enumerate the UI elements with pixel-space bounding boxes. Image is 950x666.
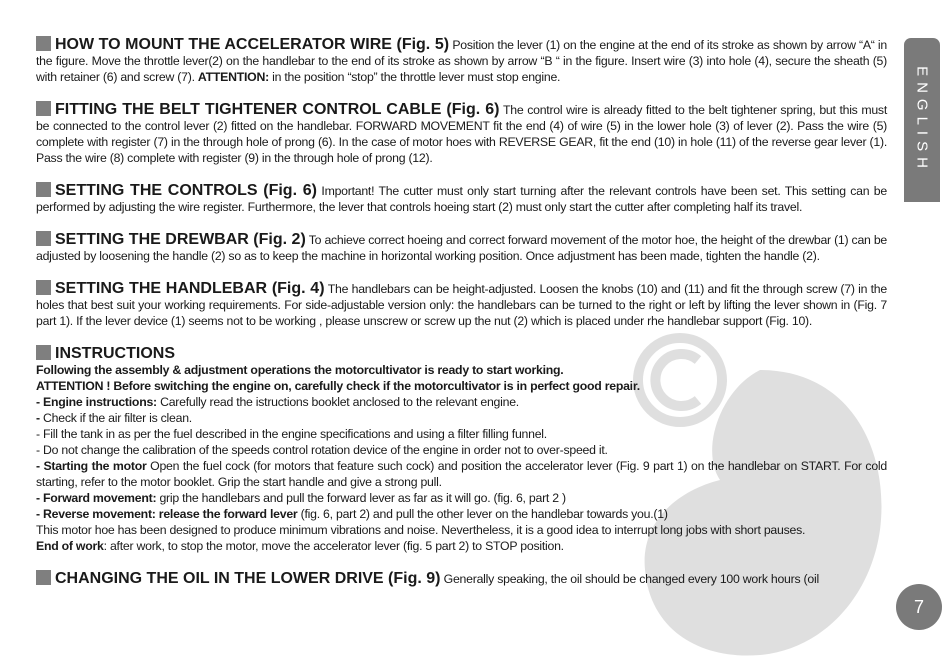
- section-heading: INSTRUCTIONS: [55, 345, 175, 362]
- end-of-work-label: End of work: [36, 539, 104, 553]
- section-bullet-icon: [36, 182, 51, 197]
- section-accelerator: [36, 36, 887, 85]
- section-bullet-icon: [36, 570, 51, 585]
- air-filter-text: Check if the air filter is clean.: [43, 411, 192, 425]
- section-heading: SETTING THE CONTROLS (Fig. 6): [55, 182, 317, 199]
- section-bullet-icon: [36, 231, 51, 246]
- end-of-work-text: : after work, to stop the motor, move the accelerator lever (fig. 5 part 2) to STOP position.: [103, 539, 564, 553]
- starting-label: - Starting the motor: [36, 459, 147, 473]
- attention-label: ATTENTION:: [197, 70, 269, 84]
- reverse-text: (fig. 6, part 2) and pull the other lever on the handlebar towards you.(1): [300, 507, 668, 521]
- section-heading: SETTING THE HANDLEBAR (Fig. 4): [55, 280, 325, 297]
- calibration-text: - Do not change the calibration of the speeds control rotation device of the engine in order not to over-speed it.: [36, 443, 608, 457]
- section-text: The control wire is already fitted to the belt tightener spring, but this must be connected to the control lever (2) fitted on the handlebar. FORWARD MOVEMENT fit the end (4) of wire (5) in the lower hole (3) of lever (2). Pass the wire (5) complete with register (7) in the through hole of prong (6). In the case of motor hoes with REVERSE GEAR, fit the end (10) in hole (11) of the reverse gear lever (1). Pass the wire (8) complete with register (9) in the through hole of prong (12).: [36, 103, 887, 165]
- section-oil: [36, 570, 887, 587]
- section-bullet-icon: [36, 280, 51, 295]
- section-heading: FITTING THE BELT TIGHTENER CONTROL CABLE (Fig. 6): [55, 101, 500, 118]
- section-belt-tightener: [36, 101, 887, 166]
- section-text: in the position “stop” the throttle lever must stop engine.: [272, 70, 561, 84]
- language-tab-label: ENGLISH: [913, 66, 931, 174]
- engine-instructions-text: Carefully read the istructions booklet anclosed to the relevant engine.: [160, 395, 519, 409]
- page-number: 7: [896, 584, 942, 630]
- section-text: Important! The cutter must only start turning after the relevant controls have been set. This setting can be performed by adjusting the wire register. Furthermore, the lever that controls hoeing start (2) must only start the cutter after completing half its travel.: [36, 184, 887, 214]
- forward-label: - Forward movement:: [36, 491, 157, 505]
- reverse-label: - Reverse movement: release the forward lever: [36, 507, 298, 521]
- forward-text: grip the handlebars and pull the forward lever as far as it will go. (fig. 6, part 2 ): [159, 491, 566, 505]
- section-heading: HOW TO MOUNT THE ACCELERATOR WIRE (Fig. 5): [55, 36, 450, 53]
- section-text: Position the lever (1) on the engine at the end of its stroke as shown by arrow “A“ in the figure. Move the throttle lever(2) on the handlebar to the end of its stroke as shown by arrow “B “ in the figure. Insert wire (3) into hole (4), secure the sheath (5) with retainer (6) and screw (7).: [36, 38, 887, 84]
- section-bullet-icon: [36, 36, 51, 51]
- engine-instructions-label: - Engine instructions:: [36, 395, 157, 409]
- section-bullet-icon: [36, 101, 51, 116]
- list-dash: -: [36, 411, 40, 425]
- section-bullet-icon: [36, 345, 51, 360]
- manual-content: [36, 36, 887, 603]
- section-heading: SETTING THE DREWBAR (Fig. 2): [55, 231, 306, 248]
- section-drewbar: [36, 231, 887, 264]
- instructions-attention: ATTENTION ! Before switching the engine on, carefully check if the motorcultivator is in perfect good repair.: [36, 379, 640, 393]
- language-tab[interactable]: [904, 38, 940, 202]
- section-text: To achieve correct hoeing and correct forward movement of the motor hoe, the height of the drewbar (1) can be adjusted by loosening the handle (2) so as to keep the machine in horizontal working position. Once adjustment has been made, tighten the handle (2).: [36, 233, 887, 263]
- section-heading: CHANGING THE OIL IN THE LOWER DRIVE (Fig. 9): [55, 570, 441, 587]
- fuel-text: - Fill the tank in as per the fuel described in the engine specifications and using a filter filling funnel.: [36, 427, 547, 441]
- instructions-intro: Following the assembly & adjustment operations the motorcultivator is ready to start working.: [36, 363, 564, 377]
- section-text: Generally speaking, the oil should be changed every 100 work hours (oil: [443, 572, 819, 586]
- section-text: The handlebars can be height-adjusted. Loosen the knobs (10) and (11) and fit the through screw (7) in the holes that best suit your working requirements. For side-adjustable version only: the handlebars can be turned to the right or left by lifting the lever shown in (Fig. 7 part 1). If the lever device (1) seems not to be working , please unscrew or screw up the nut (2) which is placed under rhe handlebar support (Fig. 10).: [36, 282, 887, 328]
- section-instructions: [36, 345, 887, 554]
- design-text: This motor hoe has been designed to produce minimum vibrations and noise. Nevertheless, it is a good idea to interrupt long jobs with short pauses.: [36, 523, 806, 537]
- section-controls: [36, 182, 887, 215]
- starting-text: Open the fuel cock (for motors that feature such cock) and position the accelerator lever (Fig. 9 part 1) on the handlebar on START. For cold starting, refer to the motor booklet. Grip the start handle and give a strong pull.: [36, 459, 887, 489]
- section-handlebar: [36, 280, 887, 329]
